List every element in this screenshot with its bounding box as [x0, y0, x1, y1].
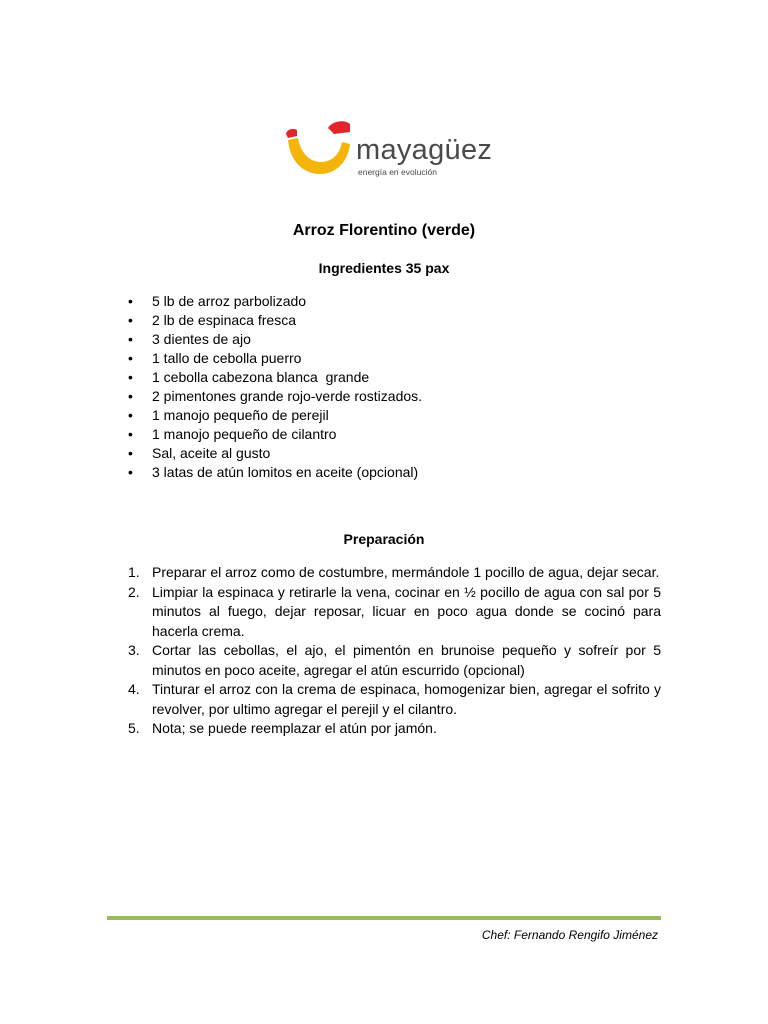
step-number: 4. [128, 681, 140, 697]
list-item [128, 311, 668, 330]
step-item [128, 719, 661, 739]
bullet-icon: • [128, 293, 133, 309]
step-item [128, 641, 661, 680]
step-number: 3. [128, 642, 140, 658]
ingredient-text: 3 dientes de ajo [152, 331, 251, 347]
bullet-icon: • [128, 388, 133, 404]
ingredient-text: 3 latas de atún lomitos en aceite (opcional) [152, 464, 419, 480]
step-number: 2. [128, 583, 140, 600]
ingredient-text: 2 pimentones grande rojo-verde rostizados. [152, 388, 423, 404]
ingredients-heading: Ingredientes 35 pax [318, 260, 450, 276]
step-item [128, 583, 661, 642]
step-text: Cortar las cebollas, el ajo, el pimentón en brunoise pequeño y sofreír por 5 minutos en poco aceite, agregar el atún escurrido (opcional) [152, 642, 661, 678]
mayaguez-logo-mark-icon [284, 118, 356, 180]
ingredient-list [128, 292, 668, 482]
bullet-icon: • [128, 331, 133, 347]
step-number: 5. [128, 720, 140, 736]
bullet-icon: • [128, 369, 133, 385]
step-text: Limpiar la espinaca y retirarle la vena, cocinar en ½ pocillo de agua con sal por 5 minutos al fuego, dejar reposar, licuar en poco agua donde se cocinó para hacerla crema. [152, 583, 661, 639]
list-item [128, 368, 668, 387]
step-text: Nota; se puede reemplazar el atún por jamón. [152, 720, 437, 736]
step-item [128, 563, 661, 583]
bullet-icon: • [128, 350, 133, 366]
step-item [128, 680, 661, 719]
ingredient-text: 1 manojo pequeño de cilantro [152, 426, 337, 442]
list-item [128, 444, 668, 463]
list-item [128, 406, 668, 425]
ingredient-text: 5 lb de arroz parbolizado [152, 293, 307, 309]
ingredient-text: 1 tallo de cebolla puerro [152, 350, 302, 366]
ingredient-text: 2 lb de espinaca fresca [152, 312, 296, 328]
ingredient-text: 1 cebolla cabezona blanca grande [152, 369, 370, 385]
list-item [128, 330, 668, 349]
preparation-heading: Preparación [343, 531, 425, 547]
bullet-icon: • [128, 445, 133, 461]
step-number: 1. [128, 564, 140, 580]
list-item [128, 292, 668, 311]
step-text: Preparar el arroz como de costumbre, mermándole 1 pocillo de agua, dejar secar. [152, 564, 660, 580]
ingredient-text: Sal, aceite al gusto [152, 445, 271, 461]
list-item [128, 463, 668, 482]
bullet-icon: • [128, 312, 133, 328]
bullet-icon: • [128, 426, 133, 442]
ingredient-text: 1 manojo pequeño de perejil [152, 407, 329, 423]
brand-name: mayagüez [356, 134, 493, 166]
list-item [128, 349, 668, 368]
recipe-title: Arroz Florentino (verde) [292, 222, 476, 239]
list-item [128, 387, 668, 406]
mayaguez-logo [284, 118, 494, 184]
bullet-icon: • [128, 464, 133, 480]
chef-credit: Chef: Fernando Rengifo Jiménez [481, 928, 658, 942]
step-text: Tinturar el arroz con la crema de espinaca, homogenizar bien, agregar el sofrito y revolver, por ultimo agregar el perejil y el cilantro. [152, 681, 661, 717]
preparation-steps [128, 563, 661, 739]
list-item [128, 425, 668, 444]
bullet-icon: • [128, 407, 133, 423]
brand-tagline: energía en evolución [358, 167, 437, 177]
footer-divider [107, 916, 661, 920]
